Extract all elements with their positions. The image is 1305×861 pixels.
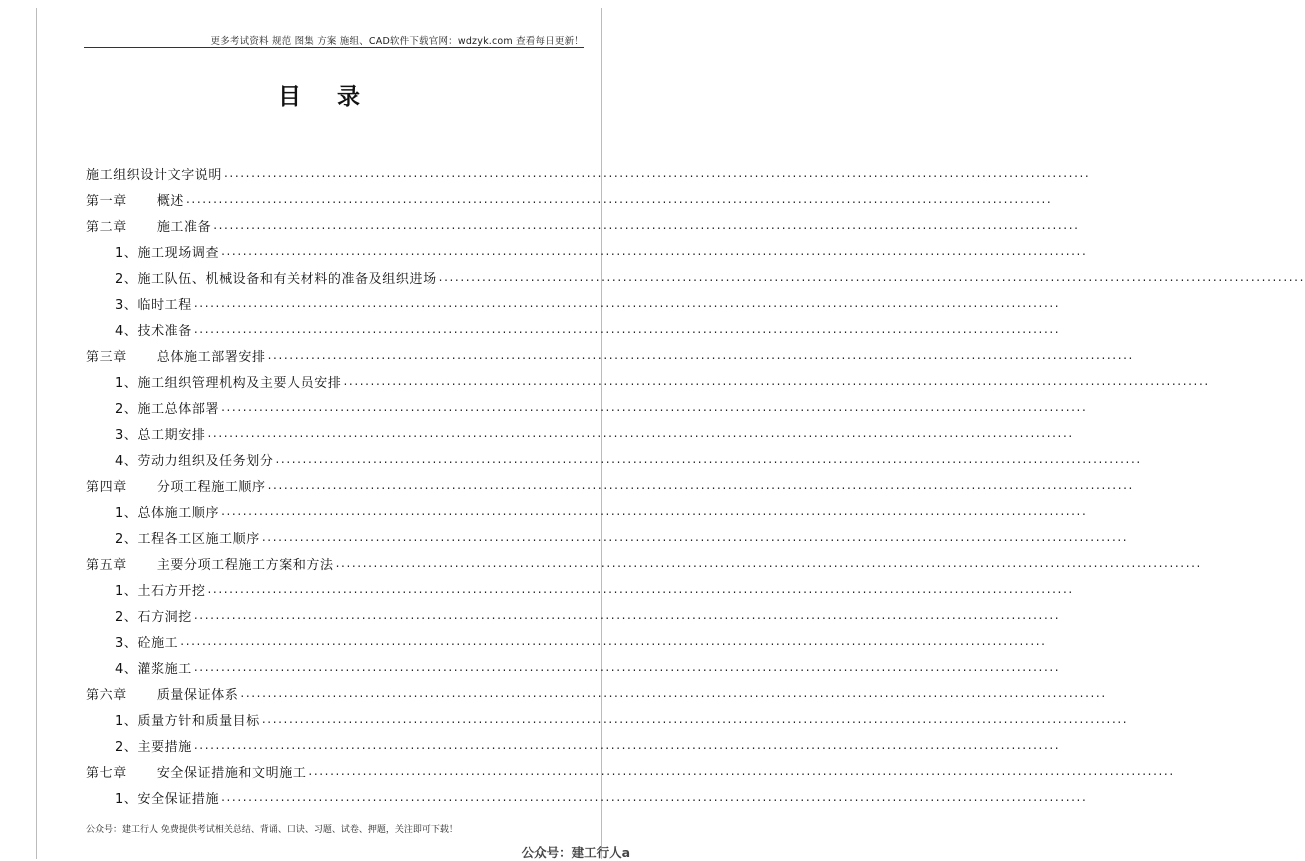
dot-leader: ................................................................................................................................................................ [207, 582, 1074, 596]
footer-note: 公众号：建工行人 免费提供考试相关总结、背诵、口诀、习题、试卷、押题，关注即可下载！ [86, 825, 458, 835]
dot-leader: ................................................................................................................................................................ [261, 712, 1129, 726]
toc-entry[interactable] [86, 524, 1129, 550]
toc-entry[interactable] [86, 160, 1091, 186]
toc-chapter-entry[interactable] [86, 758, 1175, 784]
chapter-number: 第三章 [86, 349, 127, 365]
toc-entry[interactable] [86, 368, 1210, 394]
dot-leader: ................................................................................................................................................................ [335, 556, 1202, 570]
toc-entry-label: 2、工程各工区施工顺序 [115, 531, 260, 547]
dot-leader: ................................................................................................................................................................ [180, 634, 1047, 648]
dot-leader: ................................................................................................................................................................ [221, 400, 1088, 414]
toc-chapter-entry[interactable] [86, 472, 1134, 498]
chapter-title: 概述 [156, 193, 185, 209]
toc-entry[interactable] [86, 602, 1061, 628]
toc-entry[interactable] [86, 732, 1061, 758]
toc-entry[interactable] [86, 420, 1074, 446]
table-of-contents [86, 160, 1305, 810]
watermark: 公众号：建工行人a [521, 845, 630, 860]
toc-entry-label [86, 476, 266, 495]
toc-entry[interactable] [86, 446, 1142, 472]
chapter-number: 第四章 [86, 479, 127, 495]
toc-entry[interactable] [86, 264, 1305, 290]
toc-entry[interactable] [86, 290, 1061, 316]
chapter-number: 第七章 [86, 765, 127, 781]
toc-entry-label: 2、主要措施 [115, 739, 192, 755]
toc-entry-label [86, 216, 211, 235]
toc-entry-label: 1、质量方针和质量目标 [115, 713, 260, 729]
dot-leader: ................................................................................................................................................................ [221, 244, 1088, 258]
chapter-number: 第六章 [86, 687, 127, 703]
toc-entry-label: 施工组织设计文字说明 [86, 167, 223, 183]
dot-leader: ................................................................................................................................................................ [213, 218, 1080, 232]
toc-entry[interactable] [86, 784, 1088, 810]
toc-entry[interactable] [86, 706, 1129, 732]
dot-leader: ................................................................................................................................................................ [275, 452, 1142, 466]
toc-entry-label: 4、灌浆施工 [115, 661, 192, 677]
toc-entry[interactable] [86, 394, 1088, 420]
dot-leader: ................................................................................................................................................................ [240, 686, 1107, 700]
toc-chapter-entry[interactable] [86, 212, 1080, 238]
chapter-number: 第一章 [86, 193, 127, 209]
toc-chapter-entry[interactable] [86, 550, 1202, 576]
chapter-title: 施工准备 [156, 219, 212, 235]
dot-leader: ................................................................................................................................................................ [221, 504, 1088, 518]
chapter-number: 第二章 [86, 219, 127, 235]
toc-chapter-entry[interactable] [86, 680, 1107, 706]
dot-leader: ................................................................................................................................................................ [193, 660, 1061, 674]
toc-entry-label [86, 762, 306, 781]
toc-entry[interactable] [86, 498, 1088, 524]
chapter-number: 第五章 [86, 557, 127, 573]
toc-entry-label: 4、劳动力组织及任务划分 [115, 453, 274, 469]
toc-entry[interactable] [86, 316, 1061, 342]
toc-chapter-entry[interactable] [86, 186, 1053, 212]
toc-entry[interactable] [86, 576, 1074, 602]
toc-entry-label [86, 346, 266, 365]
toc-entry-label: 2、石方洞挖 [115, 609, 192, 625]
dot-leader: ................................................................................................................................................................ [193, 608, 1061, 622]
chapter-title: 分项工程施工顺序 [156, 479, 266, 495]
dot-leader: ................................................................................................................................................................ [207, 426, 1074, 440]
header-rule [84, 47, 584, 48]
toc-entry-label: 2、施工总体部署 [115, 401, 220, 417]
toc-entry-label: 3、砼施工 [115, 635, 179, 651]
page-title: 目 录 [277, 83, 374, 110]
dot-leader: ................................................................................................................................................................ [224, 166, 1091, 180]
dot-leader: ................................................................................................................................................................ [267, 478, 1134, 492]
toc-entry-label [86, 190, 184, 209]
toc-entry-label: 1、施工组织管理机构及主要人员安排 [115, 375, 342, 391]
chapter-title: 总体施工部署安排 [156, 349, 266, 365]
dot-leader: ................................................................................................................................................................ [193, 296, 1061, 310]
toc-entry-label: 3、总工期安排 [115, 427, 206, 443]
toc-entry-label [86, 684, 238, 703]
dot-leader: ................................................................................................................................................................ [193, 322, 1061, 336]
chapter-title: 安全保证措施和文明施工 [156, 765, 307, 781]
toc-entry-label: 1、土石方开挖 [115, 583, 206, 599]
page-header: 更多考试资料 规范 图集 方案 施组、CAD软件下载官网：wdzyk.com 查看每日更新！ [210, 36, 584, 47]
toc-entry-label [86, 554, 334, 573]
chapter-title: 质量保证体系 [156, 687, 239, 703]
dot-leader: ................................................................................................................................................................ [267, 348, 1134, 362]
toc-entry[interactable] [86, 238, 1088, 264]
dot-leader: ................................................................................................................................................................ [221, 790, 1088, 804]
dot-leader: ................................................................................................................................................................ [343, 374, 1210, 388]
dot-leader: ................................................................................................................................................................ [261, 530, 1129, 544]
dot-leader: ................................................................................................................................................................ [193, 738, 1061, 752]
toc-entry-label: 1、安全保证措施 [115, 791, 220, 807]
toc-entry-label: 1、总体施工顺序 [115, 505, 220, 521]
toc-entry-label: 2、施工队伍、机械设备和有关材料的准备及组织进场 [115, 271, 437, 287]
toc-entry[interactable] [86, 654, 1061, 680]
toc-entry[interactable] [86, 628, 1047, 654]
dot-leader: ................................................................................................................................................................ [308, 764, 1175, 778]
dot-leader: ................................................................................................................................................................ [186, 192, 1053, 206]
toc-entry-label: 4、技术准备 [115, 323, 192, 339]
dot-leader: ................................................................................................................................................................ [438, 270, 1305, 284]
toc-entry-label: 3、临时工程 [115, 297, 192, 313]
toc-entry-label: 1、施工现场调查 [115, 245, 220, 261]
toc-chapter-entry[interactable] [86, 342, 1134, 368]
chapter-title: 主要分项工程施工方案和方法 [156, 557, 334, 573]
